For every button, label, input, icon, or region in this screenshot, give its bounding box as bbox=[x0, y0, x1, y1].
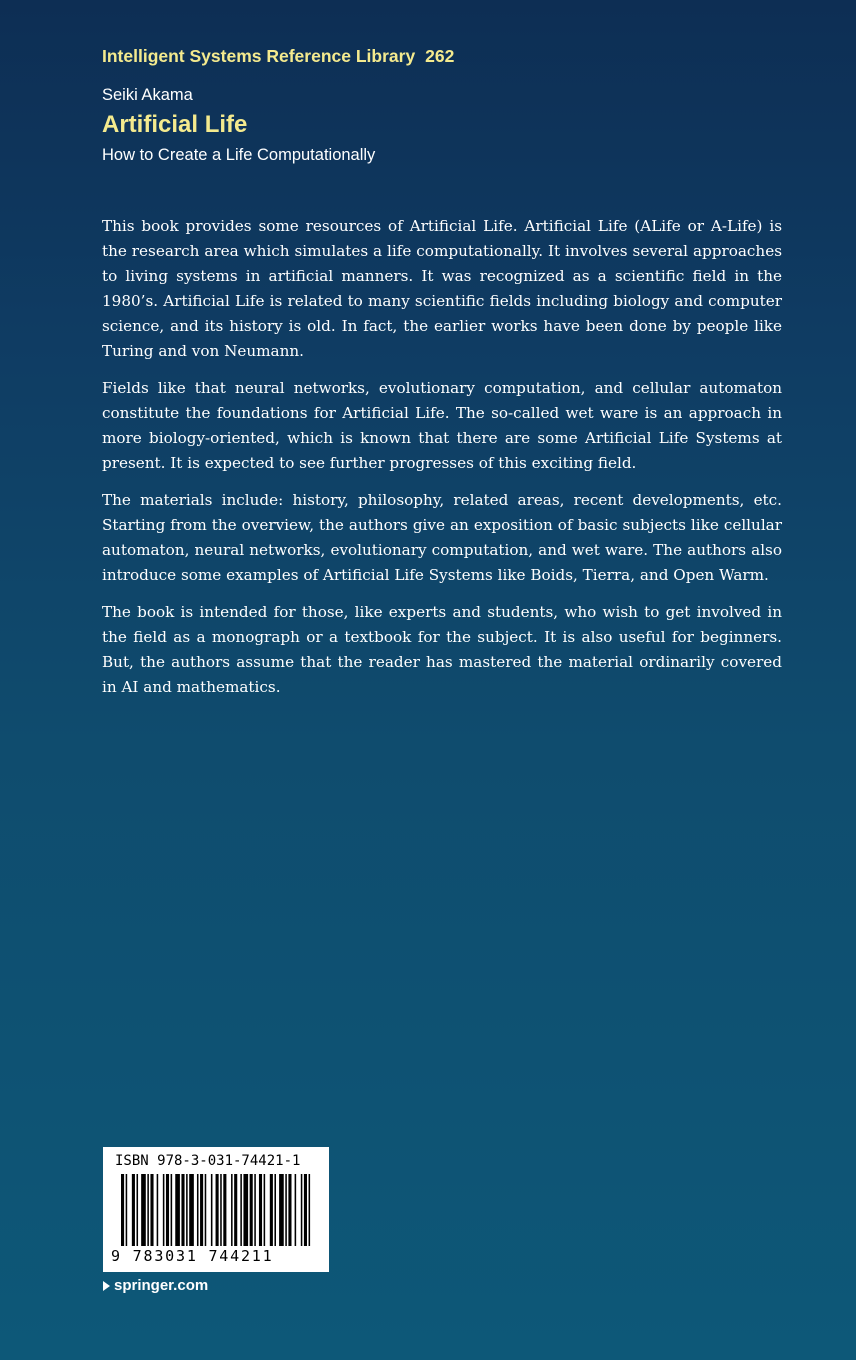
barcode-bar bbox=[259, 1174, 262, 1246]
series-line bbox=[102, 46, 454, 67]
barcode-bar bbox=[285, 1174, 287, 1246]
paragraph-1: This book provides some resources of Artificial Life. Artificial Life (ALife or A-Life) is the research area which simulates a life computationally. It involves several approaches to living systems in artificial manners. It was recognized as a scientific field in the 1980’s. Artificial Life is related to many scientific fields including biology and computer science, and its history is old. In fact, the earlier works have been done by people like Turing and von Neumann. bbox=[102, 217, 782, 360]
series-name: Intelligent Systems Reference Library bbox=[102, 46, 416, 66]
arrow-right-icon bbox=[103, 1281, 110, 1291]
barcode-bar bbox=[197, 1174, 199, 1246]
barcode-bar bbox=[243, 1174, 248, 1246]
book-title: Artificial Life bbox=[102, 111, 248, 138]
barcode-bar bbox=[137, 1174, 139, 1246]
barcode-bar bbox=[240, 1174, 242, 1246]
barcode-bar bbox=[157, 1174, 159, 1246]
barcode-bar bbox=[150, 1174, 153, 1246]
barcode-bar bbox=[264, 1174, 266, 1246]
barcode-bar bbox=[141, 1174, 146, 1246]
author-name: Seiki Akama bbox=[102, 86, 193, 104]
barcode-bar bbox=[270, 1174, 273, 1246]
barcode-bar bbox=[301, 1174, 303, 1246]
barcode-bar bbox=[309, 1174, 311, 1246]
barcode-bar bbox=[132, 1174, 135, 1246]
barcode-bar bbox=[279, 1174, 284, 1246]
paragraph-4: The book is intended for those, like experts and students, who wish to get involved in the field as a monograph or a textbook for the subject. It is also useful for beginners. But, the authors assume that the reader has mastered the material ordinarily covered in AI and mathematics. bbox=[102, 603, 782, 696]
barcode-bar bbox=[147, 1174, 149, 1246]
barcode-bar bbox=[186, 1174, 188, 1246]
barcode-bar bbox=[189, 1174, 194, 1246]
barcode-bar bbox=[175, 1174, 180, 1246]
barcode-bar bbox=[200, 1174, 203, 1246]
barcode-bar bbox=[295, 1174, 297, 1246]
barcode-bar bbox=[121, 1174, 124, 1246]
isbn-label: ISBN 978-3-031-74421-1 bbox=[115, 1153, 301, 1169]
barcode-bar bbox=[288, 1174, 291, 1246]
barcode-bar bbox=[220, 1174, 222, 1246]
barcode-bar bbox=[211, 1174, 213, 1246]
barcode-digits: 9 783031 744211 bbox=[111, 1247, 274, 1265]
barcode-bar bbox=[171, 1174, 173, 1246]
website-link[interactable] bbox=[103, 1277, 208, 1294]
barcode-bar bbox=[231, 1174, 233, 1246]
barcode-bar bbox=[163, 1174, 165, 1246]
barcode-panel bbox=[103, 1147, 329, 1272]
description bbox=[102, 214, 782, 712]
barcode-bar bbox=[181, 1174, 184, 1246]
barcode-bar bbox=[234, 1174, 237, 1246]
barcode-bar bbox=[304, 1174, 307, 1246]
barcode-bar bbox=[250, 1174, 253, 1246]
book-subtitle: How to Create a Life Computationally bbox=[102, 146, 376, 164]
barcode-bar bbox=[166, 1174, 169, 1246]
barcode-bar bbox=[223, 1174, 226, 1246]
barcode-bar bbox=[126, 1174, 128, 1246]
paragraph-2: Fields like that neural networks, evolutionary computation, and cellular automaton constitute the foundations for Artificial Life. The so-called wet ware is an approach in more biology-oriented, which is known that there are some Artificial Life Systems at present. It is expected to see further progresses of this exciting field. bbox=[102, 379, 782, 472]
barcode-bar bbox=[254, 1174, 256, 1246]
barcode-bar bbox=[274, 1174, 276, 1246]
barcode-bar bbox=[216, 1174, 219, 1246]
website-text: springer.com bbox=[114, 1277, 209, 1294]
paragraph-3: The materials include: history, philosophy, related areas, recent developments, etc. Starting from the overview, the authors give an exposition of basic subjects like cellular automaton, neural networks, evolutionary computation, and wet ware. The authors also introduce some examples of Artificial Life Systems like Boids, Tierra, and Open Warm. bbox=[102, 491, 782, 584]
series-number: 262 bbox=[425, 46, 455, 66]
barcode-bar bbox=[205, 1174, 207, 1246]
